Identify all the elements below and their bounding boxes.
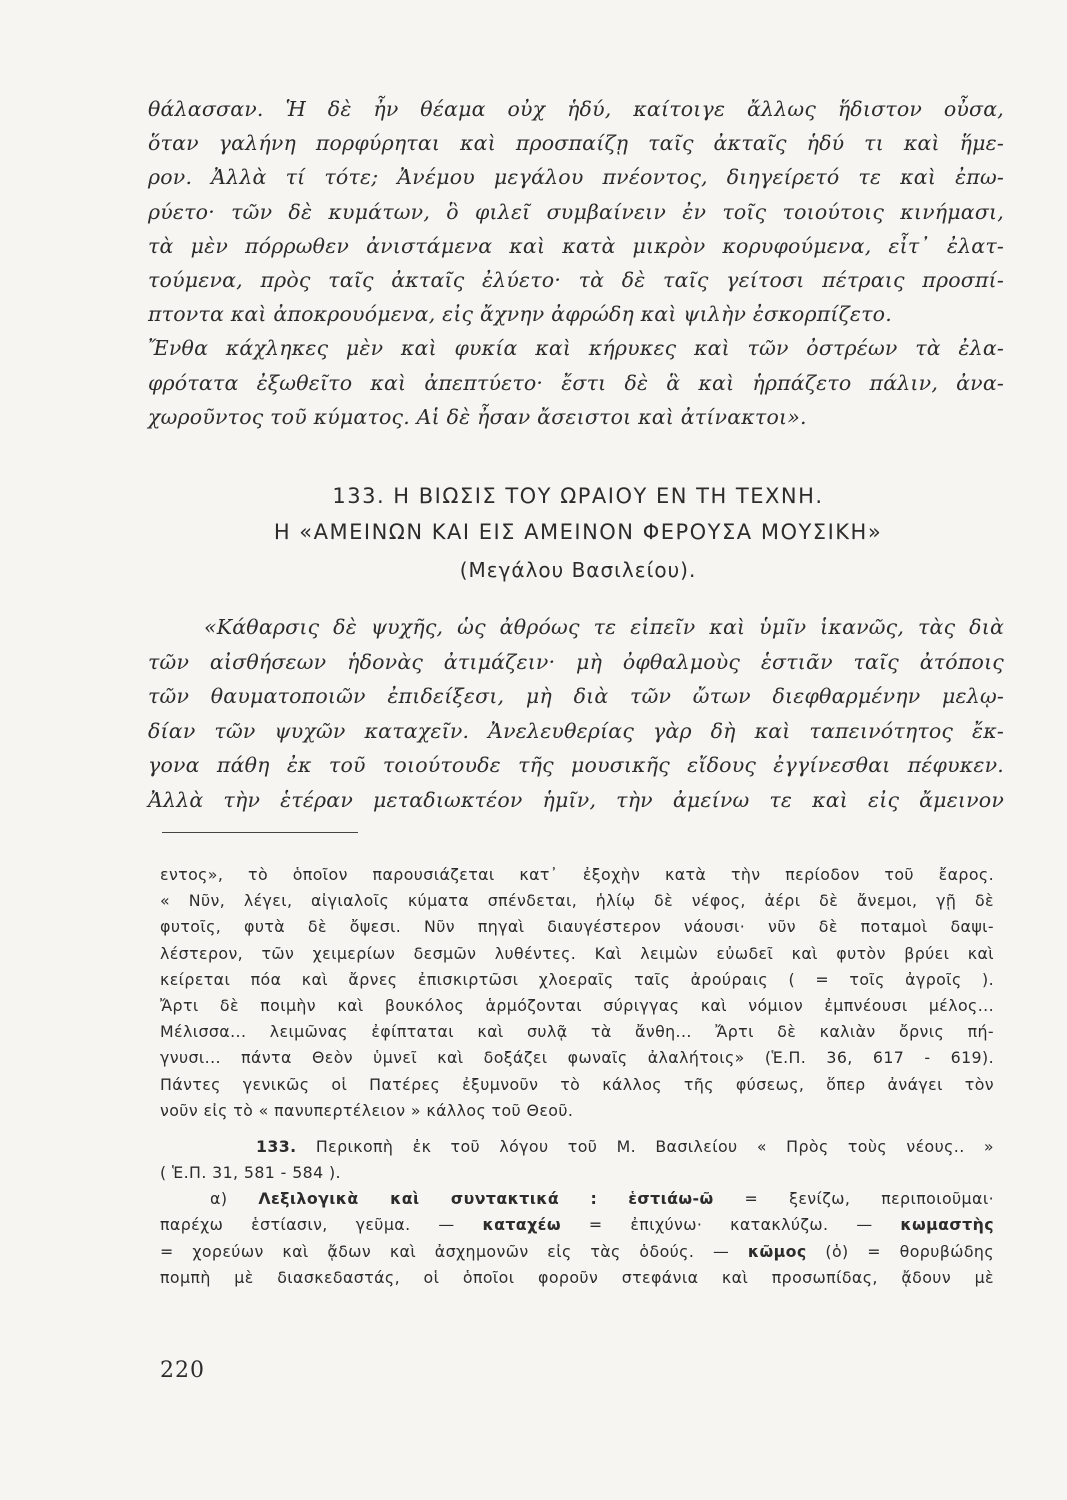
text-line: πτοντα καὶ ἀποκρουόμενα, εἰς ἄχνην ἀφρώδη καὶ ψιλὴν ἐσκορπίζετο. [148, 302, 892, 327]
footnote-line: « Νῦν, λέγει, αἰγιαλοῖς κύματα σπένδεται, ἡλίῳ δὲ νέφος, ἀέρι δὲ ἄνεμοι, γῇ δὲ [160, 891, 994, 911]
note-number: 133. [256, 1136, 297, 1156]
footnote-line: Μέλισσα... λειμῶνας ἐφίπταται καὶ συλᾷ τὰ ἄνθη... Ἄρτι δὲ καλιὰν ὄρνις πή- [160, 1022, 994, 1042]
quote-paragraph [148, 610, 1004, 818]
text-line: τὰ μὲν πόρρωθεν ἀνιστάμενα καὶ κατὰ μικρὸν κορυφούμενα, εἶτ᾿ ἐλατ- [148, 233, 1004, 258]
footnote-line: νοῦν εἰς τὸ « πανυπερτέλειον » κάλλος τοῦ Θεοῦ. [160, 1100, 574, 1120]
text-line: χωροῦντος τοῦ κύματος. Αἱ δὲ ἦσαν ἄσειστοι καὶ ἀτίνακτοι». [148, 404, 807, 429]
main-paragraph [148, 92, 1004, 434]
text-line: τούμενα, πρὸς ταῖς ἀκταῖς ἐλύετο· τὰ δὲ ταῖς γείτοσι πέτραις προσπί- [148, 267, 1004, 292]
page-number: 220 [160, 1358, 205, 1383]
footnote-line: κείρεται πόα καὶ ἄρνες ἐπισκιρτῶσι χλοεραῖς ταῖς ἀρούραις ( = τοῖς ἀγροῖς ). [160, 969, 994, 989]
lexical-line: α) Λεξιλογικὰ καὶ συντακτικά : ἑστιάω-ῶ = ξενίζω, περιποιοῦμαι· [210, 1189, 994, 1209]
lexical-term: καταχέω [482, 1215, 561, 1235]
lexical-line: πομπὴ μὲ διασκεδαστάς, οἱ ὁποῖοι φοροῦν στεφάνια καὶ προσωπίδας, ᾄδουν μὲ [160, 1267, 994, 1287]
lexical-line: = χορεύων καὶ ᾄδων καὶ ἀσχημονῶν εἰς τὰς ὁδούς. — κῶμος (ὁ) = θορυβώδης [160, 1241, 995, 1261]
note-text: Περικοπὴ ἐκ τοῦ λόγου τοῦ Μ. Βασιλείου « Πρὸς τοὺς νέους.. » [315, 1136, 994, 1156]
footnote-line: εντος», τὸ ὁποῖον παρουσιάζεται κατ᾿ ἐξοχὴν κατὰ τὴν περίοδον τοῦ ἔαρος. [160, 865, 994, 884]
footnote-line: Ἄρτι δὲ ποιμὴν καὶ βουκόλος ἁρμόζονται σύριγγας καὶ νόμιον ἐμπνέουσι μέλος... [160, 995, 994, 1015]
section-subheading: Η «ΑΜΕΙΝΩΝ ΚΑΙ ΕΙΣ ΑΜΕΙΝΟΝ ΦΕΡΟΥΣΑ ΜΟΥΣΙΚΗ» [273, 520, 883, 544]
text-line: φρότατα ἐξωθεῖτο καὶ ἀπεπτύετο· ἔστι δὲ ἃ καὶ ἡρπάζετο πάλιν, ἀνα- [148, 370, 1004, 395]
quote-line: «Κάθαρσις δὲ ψυχῆς, ὡς ἀθρόως τε εἰπεῖν καὶ ὑμῖν ἱκανῶς, τὰς διὰ [204, 615, 1004, 639]
lexical-line: παρέχω ἑστίασιν, γεῦμα. — καταχέω = ἐπιχύνω· κατακλύζω. — κωμαστὴς [160, 1215, 995, 1235]
lexical-term: κῶμος [747, 1241, 807, 1261]
note-133-ref: ( Ἑ.Π. 31, 581 - 584 ). [160, 1163, 341, 1183]
quote-line: τῶν θαυματοποιῶν ἐπιδείξεσι, μὴ διὰ τῶν ὤτων διεφθαρμένην μελῳ- [148, 684, 1004, 709]
footnotes [160, 862, 994, 1291]
quote-line: γονα πάθη ἐκ τοῦ τοιούτουδε τῆς μουσικῆς εἴδους ἐγγίνεσθαι πέφυκεν. [148, 753, 1004, 778]
footnote-line: Πάντες γενικῶς οἱ Πατέρες ἐξυμνοῦν τὸ κάλλος τῆς φύσεως, ὅπερ ἀνάγει τὸν [160, 1074, 994, 1094]
section-heading: 133. Η ΒΙΩΣΙΣ ΤΟΥ ΩΡΑΙΟΥ ΕΝ ΤΗ ΤΕΧΝΗ. [332, 484, 824, 508]
section-attribution: (Μεγάλου Βασιλείου). [459, 558, 697, 582]
text-line: ρον. Ἀλλὰ τί τότε; Ἀνέμου μεγάλου πνέοντος, διηγείρετό τε καὶ ἐπω- [148, 165, 1004, 190]
quote-line: δίαν τῶν ψυχῶν καταχεῖν. Ἀνελευθερίας γὰρ δὴ καὶ ταπεινότητος ἔκ- [148, 718, 1004, 743]
quote-line: Ἀλλὰ τὴν ἑτέραν μεταδιωκτέον ἡμῖν, τὴν ἀμείνω τε καὶ εἰς ἄμεινον [148, 787, 1004, 812]
footnote-line: γνυσι... πάντα Θεὸν ὑμνεῖ καὶ δοξάζει φωναῖς ἀλαλήτοις» (Ἑ.Π. 36, 617 - 619). [160, 1048, 994, 1068]
lexical-term: κωμαστὴς [900, 1215, 995, 1235]
footnote-divider [162, 832, 358, 833]
text-line: ρύετο· τῶν δὲ κυμάτων, ὃ φιλεῖ συμβαίνειν ἐν τοῖς τοιούτοις κινήμασι, [148, 199, 1004, 224]
text-line: ὅταν γαλήνη πορφύρηται καὶ προσπαίζῃ ταῖς ἀκταῖς ἡδύ τι καὶ ἥμε- [148, 131, 1004, 156]
lexical-label: Λεξιλογικὰ καὶ συντακτικά : [258, 1189, 598, 1209]
text-line: θάλασσαν. Ἡ δὲ ἦν θέαμα οὐχ ἡδύ, καίτοιγε ἄλλως ἥδιστον οὖσα, [148, 97, 1004, 121]
footnote-line: λέστερον, τῶν χειμερίων δεσμῶν λυθέντες. Καὶ λειμὼν εὐωδεῖ καὶ φυτὸν βρύει καὶ [160, 943, 994, 963]
text-line: Ἔνθα κάχληκες μὲν καὶ φυκία καὶ κήρυκες καὶ τῶν ὀστρέων τὰ ἐλα- [148, 336, 1004, 361]
lexical-term: ἑστιάω-ῶ [628, 1189, 714, 1209]
note-133 [160, 1134, 994, 1160]
footnote-line: φυτοῖς, φυτὰ δὲ ὄψεσι. Νῦν πηγαὶ διαυγέστερον νάουσι· νῦν δὲ ποταμοὶ δαψι- [160, 917, 994, 937]
quote-line: τῶν αἰσθήσεων ἡδονὰς ἀτιμάζειν· μὴ ὀφθαλμοὺς ἑστιᾶν ταῖς ἀτόποις [148, 649, 1004, 674]
